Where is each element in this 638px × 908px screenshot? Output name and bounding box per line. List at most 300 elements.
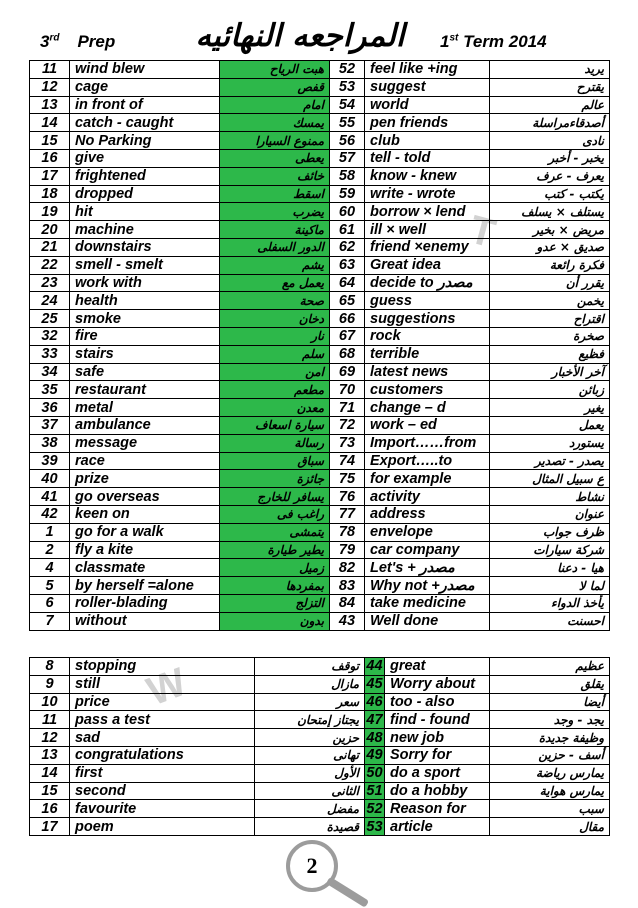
row-number: 58 xyxy=(330,167,365,185)
row-number: 5 xyxy=(30,577,70,595)
arabic-meaning: سعر xyxy=(255,693,365,711)
english-word: by herself =alone xyxy=(70,577,220,595)
table-row xyxy=(30,559,610,577)
arabic-meaning: امام xyxy=(220,96,330,114)
row-number: 38 xyxy=(30,434,70,452)
english-word: prize xyxy=(70,470,220,488)
english-word: too - also xyxy=(385,693,490,711)
row-number: 45 xyxy=(366,676,383,693)
row-number: 16 xyxy=(30,800,70,818)
arabic-meaning: يخبر - أخبر xyxy=(490,149,610,167)
arabic-meaning: اقتراح xyxy=(490,310,610,328)
arabic-meaning: الأول xyxy=(255,764,365,782)
arabic-meaning: صحة xyxy=(220,292,330,310)
row-number: 14 xyxy=(30,764,70,782)
row-number: 41 xyxy=(30,488,70,506)
arabic-meaning: يأخذ الدواء xyxy=(490,594,610,612)
row-number: 84 xyxy=(330,594,365,612)
arabic-meaning: مازال xyxy=(255,675,365,693)
english-word: restaurant xyxy=(70,381,220,399)
arabic-meaning: دخان xyxy=(220,310,330,328)
arabic-meaning: آخر الأخبار xyxy=(490,363,610,381)
arabic-meaning: فظيع xyxy=(490,345,610,363)
english-word: Import……from xyxy=(365,434,490,452)
row-number: 67 xyxy=(330,327,365,345)
english-word: give xyxy=(70,149,220,167)
english-word: Well done xyxy=(365,612,490,630)
arabic-meaning: حزين xyxy=(255,729,365,747)
english-word: congratulations xyxy=(70,746,255,764)
english-word: Great idea xyxy=(365,256,490,274)
english-word: metal xyxy=(70,399,220,417)
english-word: take medicine xyxy=(365,594,490,612)
grade-label xyxy=(40,32,115,52)
english-word: Export…..to xyxy=(365,452,490,470)
table-row xyxy=(30,416,610,434)
table-row xyxy=(30,185,610,203)
row-number: 18 xyxy=(30,185,70,203)
english-word: in front of xyxy=(70,96,220,114)
table-row xyxy=(30,711,610,729)
row-number: 7 xyxy=(30,612,70,630)
arabic-meaning: سلم xyxy=(220,345,330,363)
arabic-meaning: يخمن xyxy=(490,292,610,310)
row-number: 52 xyxy=(366,800,383,817)
row-number: 76 xyxy=(330,488,365,506)
row-number: 78 xyxy=(330,523,365,541)
table-row xyxy=(30,61,610,79)
arabic-meaning: مطعم xyxy=(220,381,330,399)
english-word: keen on xyxy=(70,505,220,523)
row-number: 13 xyxy=(30,96,70,114)
english-word: Worry about xyxy=(385,675,490,693)
row-number: 9 xyxy=(30,675,70,693)
english-word: downstairs xyxy=(70,238,220,256)
arabic-meaning: هيا - دعنا xyxy=(490,559,610,577)
arabic-meaning: يتمشى xyxy=(220,523,330,541)
arabic-meaning: التزلج xyxy=(220,594,330,612)
arabic-meaning: مقال xyxy=(490,818,610,836)
row-number: 70 xyxy=(330,381,365,399)
table-row xyxy=(30,800,610,818)
english-word: latest news xyxy=(365,363,490,381)
arabic-meaning: يعمل مع xyxy=(220,274,330,292)
vocab-table-bottom xyxy=(29,657,610,836)
arabic-meaning: يغير xyxy=(490,399,610,417)
arabic-meaning: يقترح xyxy=(490,78,610,96)
english-word: price xyxy=(70,693,255,711)
row-number: 69 xyxy=(330,363,365,381)
table-row xyxy=(30,488,610,506)
english-word: favourite xyxy=(70,800,255,818)
row-number: 79 xyxy=(330,541,365,559)
english-word: poem xyxy=(70,818,255,836)
english-word: address xyxy=(365,505,490,523)
table-row xyxy=(30,327,610,345)
english-word: hit xyxy=(70,203,220,221)
row-number: 47 xyxy=(366,711,383,728)
english-word: smoke xyxy=(70,310,220,328)
english-word: second xyxy=(70,782,255,800)
arabic-meaning: يعرف - عرف xyxy=(490,167,610,185)
english-word: do a hobby xyxy=(385,782,490,800)
english-word: car company xyxy=(365,541,490,559)
table-row xyxy=(30,203,610,221)
arabic-meaning: أصدقاءمراسلة xyxy=(490,114,610,132)
arabic-meaning: يصدر - تصدير xyxy=(490,452,610,470)
arabic-meaning: ع سبيل المثال xyxy=(490,470,610,488)
arabic-meaning: عالم xyxy=(490,96,610,114)
arabic-meaning: معدن xyxy=(220,399,330,417)
magnifier-handle-icon xyxy=(326,877,369,908)
row-number: 24 xyxy=(30,292,70,310)
arabic-meaning: وظيفة جديدة xyxy=(490,729,610,747)
arabic-meaning: الدور السفلى xyxy=(220,238,330,256)
arabic-meaning: يمارس هواية xyxy=(490,782,610,800)
english-word: catch - caught xyxy=(70,114,220,132)
arabic-meaning: يعمل xyxy=(490,416,610,434)
row-number: 54 xyxy=(330,96,365,114)
arabic-meaning: رسالة xyxy=(220,434,330,452)
english-word: feel like +ing xyxy=(365,61,490,79)
row-number: 43 xyxy=(330,612,365,630)
english-word: decide to مصدر xyxy=(365,274,490,292)
english-word: Sorry for xyxy=(385,746,490,764)
english-word: dropped xyxy=(70,185,220,203)
row-number: 11 xyxy=(30,711,70,729)
english-word: for example xyxy=(365,470,490,488)
row-number: 46 xyxy=(366,693,383,710)
english-word: sad xyxy=(70,729,255,747)
english-word: borrow × lend xyxy=(365,203,490,221)
table-row xyxy=(30,541,610,559)
row-number: 74 xyxy=(330,452,365,470)
english-word: guess xyxy=(365,292,490,310)
row-number: 4 xyxy=(30,559,70,577)
english-word: rock xyxy=(365,327,490,345)
row-number: 33 xyxy=(30,345,70,363)
row-number: 48 xyxy=(366,729,383,746)
table-row xyxy=(30,292,610,310)
english-word: work with xyxy=(70,274,220,292)
english-word: friend ×enemy xyxy=(365,238,490,256)
english-word: find - found xyxy=(385,711,490,729)
row-number: 6 xyxy=(30,594,70,612)
row-number: 60 xyxy=(330,203,365,221)
arabic-meaning: توقف xyxy=(255,658,365,676)
table-row xyxy=(30,274,610,292)
row-number: 42 xyxy=(30,505,70,523)
arabic-meaning: عنوان xyxy=(490,505,610,523)
row-number: 2 xyxy=(30,541,70,559)
table-row xyxy=(30,612,610,630)
english-word: know - knew xyxy=(365,167,490,185)
arabic-meaning: يقرر أن xyxy=(490,274,610,292)
arabic-meaning: زميل xyxy=(220,559,330,577)
arabic-meaning: هبت الرياح xyxy=(220,61,330,79)
arabic-meaning: بمفردها xyxy=(220,577,330,595)
english-word: classmate xyxy=(70,559,220,577)
arabic-meaning: يمارس رياضة xyxy=(490,764,610,782)
english-word: first xyxy=(70,764,255,782)
watermark-letter: W xyxy=(141,659,192,715)
row-number: 12 xyxy=(30,729,70,747)
english-word: machine xyxy=(70,221,220,239)
english-word: club xyxy=(365,132,490,150)
row-number: 51 xyxy=(366,782,383,799)
row-number: 75 xyxy=(330,470,365,488)
arabic-meaning: قصيدة xyxy=(255,818,365,836)
table-row xyxy=(30,96,610,114)
row-number: 73 xyxy=(330,434,365,452)
english-word: Why not +مصدر xyxy=(365,577,490,595)
english-word: still xyxy=(70,675,255,693)
table-row xyxy=(30,221,610,239)
table-row xyxy=(30,746,610,764)
row-number: 37 xyxy=(30,416,70,434)
arabic-meaning: سباق xyxy=(220,452,330,470)
row-number: 34 xyxy=(30,363,70,381)
arabic-meaning: تهانى xyxy=(255,746,365,764)
arabic-meaning: يقلق xyxy=(490,675,610,693)
english-word: new job xyxy=(385,729,490,747)
arabic-meaning: زبائن xyxy=(490,381,610,399)
row-number: 39 xyxy=(30,452,70,470)
watermark-letter: T xyxy=(464,207,500,257)
english-word: ill × well xyxy=(365,221,490,239)
term-label xyxy=(440,32,547,52)
english-word: safe xyxy=(70,363,220,381)
arabic-meaning: نار xyxy=(220,327,330,345)
english-word: work – ed xyxy=(365,416,490,434)
arabic-meaning: الثانى xyxy=(255,782,365,800)
table-row xyxy=(30,167,610,185)
arabic-meaning: يشم xyxy=(220,256,330,274)
row-number: 22 xyxy=(30,256,70,274)
page-header xyxy=(0,0,638,58)
row-number: 16 xyxy=(30,149,70,167)
grade-number: 3 xyxy=(40,32,50,51)
row-number: 8 xyxy=(30,658,70,676)
english-word: terrible xyxy=(365,345,490,363)
table-row xyxy=(30,658,610,676)
row-number: 1 xyxy=(30,523,70,541)
arabic-meaning: يضرب xyxy=(220,203,330,221)
arabic-meaning: يطير طيارة xyxy=(220,541,330,559)
arabic-meaning: عظيم xyxy=(490,658,610,676)
row-number: 19 xyxy=(30,203,70,221)
english-word: race xyxy=(70,452,220,470)
english-word: activity xyxy=(365,488,490,506)
arabic-meaning: يستورد xyxy=(490,434,610,452)
arabic-meaning: جائزة xyxy=(220,470,330,488)
row-number: 61 xyxy=(330,221,365,239)
arabic-meaning: لما لا xyxy=(490,577,610,595)
table-row xyxy=(30,577,610,595)
english-word: frightened xyxy=(70,167,220,185)
row-number: 72 xyxy=(330,416,365,434)
english-word: stopping xyxy=(70,658,255,676)
arabic-meaning: يعطى xyxy=(220,149,330,167)
row-number: 23 xyxy=(30,274,70,292)
table-row xyxy=(30,238,610,256)
table-row xyxy=(30,310,610,328)
row-number: 25 xyxy=(30,310,70,328)
english-word: without xyxy=(70,612,220,630)
arabic-meaning: ماكينة xyxy=(220,221,330,239)
arabic-meaning: مريض × بخير xyxy=(490,221,610,239)
table-row xyxy=(30,345,610,363)
english-word: customers xyxy=(365,381,490,399)
english-word: go for a walk xyxy=(70,523,220,541)
row-number: 52 xyxy=(330,61,365,79)
english-word: smell - smelt xyxy=(70,256,220,274)
arabic-meaning: يستلف × يسلف xyxy=(490,203,610,221)
table-row xyxy=(30,764,610,782)
row-number: 14 xyxy=(30,114,70,132)
row-number: 50 xyxy=(366,765,383,782)
grade-suffix: rd xyxy=(49,32,60,44)
english-word: health xyxy=(70,292,220,310)
row-number: 10 xyxy=(30,693,70,711)
arabic-meaning: ظرف جواب xyxy=(490,523,610,541)
row-number: 35 xyxy=(30,381,70,399)
table-row xyxy=(30,434,610,452)
table-row xyxy=(30,114,610,132)
arabic-meaning: يسافر للخارج xyxy=(220,488,330,506)
table-row xyxy=(30,381,610,399)
table-row xyxy=(30,399,610,417)
english-word: roller-blading xyxy=(70,594,220,612)
arabic-meaning: اسقط xyxy=(220,185,330,203)
vocab-table-top xyxy=(29,60,610,631)
english-word: tell - told xyxy=(365,149,490,167)
arabic-meaning: يجد - وجد xyxy=(490,711,610,729)
english-word: write - wrote xyxy=(365,185,490,203)
table-row xyxy=(30,363,610,381)
english-word: article xyxy=(385,818,490,836)
arabic-meaning: يريد xyxy=(490,61,610,79)
english-word: go overseas xyxy=(70,488,220,506)
arabic-meaning: ممنوع السيارا xyxy=(220,132,330,150)
english-word: message xyxy=(70,434,220,452)
row-number: 71 xyxy=(330,399,365,417)
english-word: suggestions xyxy=(365,310,490,328)
table-row xyxy=(30,452,610,470)
arabic-meaning: بدون xyxy=(220,612,330,630)
row-number: 62 xyxy=(330,238,365,256)
row-number: 17 xyxy=(30,818,70,836)
arabic-meaning: شركة سيارات xyxy=(490,541,610,559)
english-word: great xyxy=(385,658,490,676)
table-row xyxy=(30,782,610,800)
row-number: 63 xyxy=(330,256,365,274)
row-number: 44 xyxy=(366,658,383,675)
table-row xyxy=(30,256,610,274)
table-row xyxy=(30,78,610,96)
page-number: 2 xyxy=(306,853,318,878)
term-number: 1 xyxy=(440,32,450,51)
table-row xyxy=(30,675,610,693)
table-row xyxy=(30,132,610,150)
english-word: Reason for xyxy=(385,800,490,818)
row-number: 53 xyxy=(330,78,365,96)
arabic-meaning: أيضا xyxy=(490,693,610,711)
row-number: 57 xyxy=(330,149,365,167)
arabic-meaning: خائف xyxy=(220,167,330,185)
english-word: do a sport xyxy=(385,764,490,782)
row-number: 40 xyxy=(30,470,70,488)
row-number: 82 xyxy=(330,559,365,577)
arabic-meaning: صديق × عدو xyxy=(490,238,610,256)
row-number: 83 xyxy=(330,577,365,595)
english-word: pen friends xyxy=(365,114,490,132)
english-word: pass a test xyxy=(70,711,255,729)
row-number: 36 xyxy=(30,399,70,417)
row-number: 15 xyxy=(30,782,70,800)
english-word: fly a kite xyxy=(70,541,220,559)
term-suffix: st xyxy=(449,32,459,44)
row-number: 21 xyxy=(30,238,70,256)
row-number: 15 xyxy=(30,132,70,150)
row-number: 65 xyxy=(330,292,365,310)
table-row xyxy=(30,149,610,167)
arabic-meaning: أسف - حزين xyxy=(490,746,610,764)
english-word: cage xyxy=(70,78,220,96)
arabic-meaning: نادى xyxy=(490,132,610,150)
row-number: 12 xyxy=(30,78,70,96)
arabic-meaning: صخرة xyxy=(490,327,610,345)
english-word: ambulance xyxy=(70,416,220,434)
row-number: 64 xyxy=(330,274,365,292)
row-number: 17 xyxy=(30,167,70,185)
grade-word: Prep xyxy=(77,32,116,51)
row-number: 66 xyxy=(330,310,365,328)
row-number: 11 xyxy=(30,61,70,79)
table-row xyxy=(30,729,610,747)
row-number: 68 xyxy=(330,345,365,363)
row-number: 32 xyxy=(30,327,70,345)
table-row xyxy=(30,693,610,711)
english-word: suggest xyxy=(365,78,490,96)
english-word: stairs xyxy=(70,345,220,363)
row-number: 77 xyxy=(330,505,365,523)
arabic-meaning: نشاط xyxy=(490,488,610,506)
arabic-meaning: راغب فى xyxy=(220,505,330,523)
arabic-meaning: قفص xyxy=(220,78,330,96)
table-row xyxy=(30,818,610,836)
row-number: 55 xyxy=(330,114,365,132)
arabic-meaning: سبب xyxy=(490,800,610,818)
arabic-meaning: احسنت xyxy=(490,612,610,630)
page-title: المراجعه النهائيه xyxy=(195,18,405,54)
arabic-meaning: امن xyxy=(220,363,330,381)
arabic-meaning: فكرة رائعة xyxy=(490,256,610,274)
english-word: wind blew xyxy=(70,61,220,79)
row-number: 53 xyxy=(366,818,383,835)
row-number: 56 xyxy=(330,132,365,150)
arabic-meaning: يكتب - كتب xyxy=(490,185,610,203)
english-word: change – d xyxy=(365,399,490,417)
row-number: 49 xyxy=(366,747,383,764)
table-row xyxy=(30,523,610,541)
english-word: envelope xyxy=(365,523,490,541)
table-row xyxy=(30,470,610,488)
row-number: 59 xyxy=(330,185,365,203)
english-word: Let's + مصدر xyxy=(365,559,490,577)
row-number: 13 xyxy=(30,746,70,764)
english-word: No Parking xyxy=(70,132,220,150)
